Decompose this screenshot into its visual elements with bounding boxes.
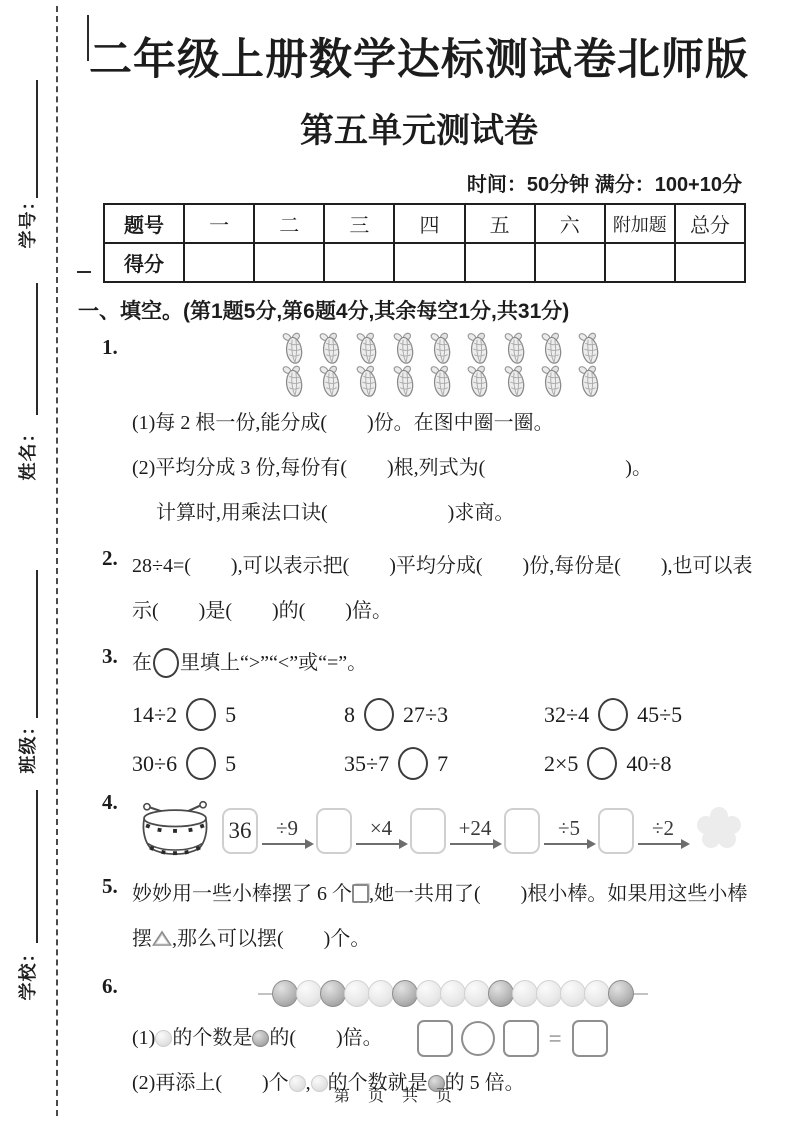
flow-step xyxy=(258,817,316,845)
flow-operation-label: +24 xyxy=(458,816,492,840)
score-table-blank-cell xyxy=(535,243,605,282)
question-1 xyxy=(102,333,760,536)
comparison-item xyxy=(544,698,760,731)
answer-circle-icon xyxy=(364,698,394,731)
corn-icon xyxy=(500,365,532,405)
bead-dark xyxy=(608,980,634,1007)
question-5 xyxy=(102,872,760,964)
comparison-right-expression: 27÷3 xyxy=(403,701,449,727)
bead-light xyxy=(344,980,370,1007)
q3-heading: 在 里填上“>”“<”或“=”。 xyxy=(132,642,760,684)
q1-sub2-text: (2)平均分成 3 份,每份有( )根,列式为( )。 xyxy=(132,457,652,479)
comparison-item xyxy=(544,747,760,780)
section-1-heading: 一、填空。(第1题5分,第6题4分,其余每空1分,共31分) xyxy=(78,300,570,323)
bead-dark xyxy=(320,980,346,1007)
question-5-number: 5. xyxy=(102,874,118,898)
comparison-item xyxy=(132,698,344,731)
comparison-right-expression: 5 xyxy=(225,750,237,776)
score-table-blank-cell xyxy=(184,243,254,282)
equals-sign: = xyxy=(548,1025,562,1051)
answer-circle-icon xyxy=(186,698,216,731)
student-id-label: 学号： xyxy=(18,191,38,249)
score-table-header-row xyxy=(104,204,745,243)
comparison-item xyxy=(132,747,344,780)
answer-circle-icon xyxy=(153,648,179,678)
score-table-blank-cell xyxy=(394,243,464,282)
arrow-right-icon xyxy=(450,843,500,845)
question-1-number: 1. xyxy=(102,335,118,359)
score-table-header-label: 题号 xyxy=(104,204,184,243)
bead-light xyxy=(440,980,466,1007)
flow-answer-box xyxy=(598,808,634,854)
comparison-right-expression: 45÷5 xyxy=(637,701,683,727)
bead-dark xyxy=(392,980,418,1007)
arrow-right-icon xyxy=(638,843,688,845)
score-table-blank-cell xyxy=(254,243,324,282)
bead-light xyxy=(536,980,562,1007)
stick-triangle-icon xyxy=(152,919,172,964)
question-3 xyxy=(102,642,760,780)
question-2 xyxy=(102,544,760,634)
score-table-column-一: 一 xyxy=(184,204,254,243)
score-table-column-五: 五 xyxy=(465,204,535,243)
flow-answer-box xyxy=(410,808,446,854)
student-name-blank-line xyxy=(36,283,38,415)
bead-string-illustration xyxy=(272,976,634,1010)
dark-bead-icon xyxy=(252,1030,269,1047)
flower-shape xyxy=(696,806,742,856)
flow-step xyxy=(446,817,504,845)
school-label: 学校： xyxy=(18,943,38,1001)
binding-dashed-line xyxy=(56,6,58,1116)
q4-number-flow xyxy=(132,798,760,864)
comparison-left-expression: 14÷2 xyxy=(132,701,178,727)
equation-answer-box xyxy=(503,1020,539,1057)
q5-text: 妙妙用一些小棒摆了 6 个 ,她一共用了( )根小棒。如果用这些小棒摆 ,那么可以摆( )个。 xyxy=(132,872,760,964)
q6-equation-boxes xyxy=(417,1020,608,1057)
question-2-number: 2. xyxy=(102,546,118,570)
equation-answer-box xyxy=(572,1020,608,1057)
bead-light xyxy=(416,980,442,1007)
bead-light xyxy=(464,980,490,1007)
test-paper-page xyxy=(78,14,760,1106)
flow-answer-box xyxy=(316,808,352,854)
bead-dark xyxy=(488,980,514,1007)
comparison-right-expression: 5 xyxy=(225,701,237,727)
page-subtitle: 第五单元测试卷 xyxy=(300,112,538,150)
score-table-score-row xyxy=(104,243,745,282)
page-footer: 第 页 共 页 xyxy=(333,1088,459,1105)
bead-light xyxy=(560,980,586,1007)
comparison-left-expression: 2×5 xyxy=(544,750,579,776)
question-3-number: 3. xyxy=(102,644,118,668)
flow-operation-label: ÷5 xyxy=(557,816,581,840)
bead-light xyxy=(584,980,610,1007)
exam-meta: 时间：50分钟 满分：100+10分 xyxy=(466,174,742,196)
flow-step xyxy=(634,817,692,845)
corn-row xyxy=(278,335,760,368)
question-6-number: 6. xyxy=(102,974,118,998)
flow-answer-box xyxy=(504,808,540,854)
flow-operation-label: ×4 xyxy=(369,816,393,840)
corn-icon xyxy=(537,365,569,405)
bead-light xyxy=(296,980,322,1007)
corn-icon xyxy=(426,365,458,405)
arrow-right-icon xyxy=(356,843,406,845)
corn-icon xyxy=(389,365,421,405)
corn-icon xyxy=(315,365,347,405)
bead-light xyxy=(512,980,538,1007)
score-table-column-附加题: 附加题 xyxy=(605,204,675,243)
answer-circle-icon xyxy=(398,747,428,780)
answer-circle-icon xyxy=(186,747,216,780)
corn-icon xyxy=(463,365,495,405)
question-4-number: 4. xyxy=(102,790,118,814)
bead-light xyxy=(368,980,394,1007)
score-table-blank-cell xyxy=(465,243,535,282)
comparison-right-expression: 7 xyxy=(437,750,449,776)
class-label: 班级： xyxy=(18,716,38,774)
comparison-item xyxy=(344,698,544,731)
corn-row xyxy=(278,368,760,401)
page-title: 二年级上册数学达标测试卷北师版 xyxy=(89,36,749,84)
answer-circle-icon xyxy=(598,698,628,731)
stick-square-icon xyxy=(352,884,369,903)
flow-start-box: 36 xyxy=(222,808,258,854)
equation-answer-box xyxy=(417,1020,453,1057)
school-blank-line xyxy=(36,790,38,943)
score-table-column-三: 三 xyxy=(324,204,394,243)
score-table-column-六: 六 xyxy=(535,204,605,243)
comparison-left-expression: 35÷7 xyxy=(344,750,390,776)
comparison-left-expression: 8 xyxy=(344,701,355,727)
q3-comparison-grid xyxy=(132,698,760,780)
score-table xyxy=(103,203,746,283)
drum-icon xyxy=(132,798,218,864)
light-bead-icon xyxy=(155,1030,172,1047)
flow-step xyxy=(352,817,410,845)
class-blank-line xyxy=(36,570,38,718)
score-table-column-二: 二 xyxy=(254,204,324,243)
q2-text: 28÷4=( ),可以表示把( )平均分成( )份,每份是( ),也可以表示( )是( )的( )倍。 xyxy=(132,555,753,622)
arrow-right-icon xyxy=(262,843,312,845)
flow-operation-label: ÷9 xyxy=(275,816,299,840)
question-4 xyxy=(102,788,760,864)
comparison-right-expression: 40÷8 xyxy=(626,750,672,776)
corn-icon xyxy=(574,365,606,405)
corn-icon xyxy=(278,365,310,405)
comparison-item xyxy=(344,747,544,780)
score-table-blank-cell xyxy=(675,243,745,282)
score-table-column-总分: 总分 xyxy=(675,204,745,243)
q6-sub2-text: (2)再添上( )个 , 的个数就是 的 5 倍。 xyxy=(132,1072,525,1094)
corn-illustration xyxy=(278,335,760,401)
q1-sub1-text: (1)每 2 根一份,能分成( )份。在图中圈一圈。 xyxy=(132,412,554,434)
score-table-column-四: 四 xyxy=(394,204,464,243)
score-table-blank-cell xyxy=(324,243,394,282)
arrow-right-icon xyxy=(544,843,594,845)
q6-sub1-text: (1) 的个数是 的( )倍。 xyxy=(132,1027,383,1049)
flow-operation-label: ÷2 xyxy=(651,816,675,840)
score-table-blank-cell xyxy=(605,243,675,282)
student-name-label: 姓名： xyxy=(18,423,38,481)
q1-sub2-continued-text: 计算时,用乘法口诀( )求商。 xyxy=(156,502,515,524)
bead-dark xyxy=(272,980,298,1007)
score-table-score-label: 得分 xyxy=(104,243,184,282)
corn-icon xyxy=(352,365,384,405)
equation-operator-circle xyxy=(461,1021,495,1056)
answer-circle-icon xyxy=(587,747,617,780)
comparison-left-expression: 30÷6 xyxy=(132,750,178,776)
flow-step xyxy=(540,817,598,845)
comparison-left-expression: 32÷4 xyxy=(544,701,590,727)
